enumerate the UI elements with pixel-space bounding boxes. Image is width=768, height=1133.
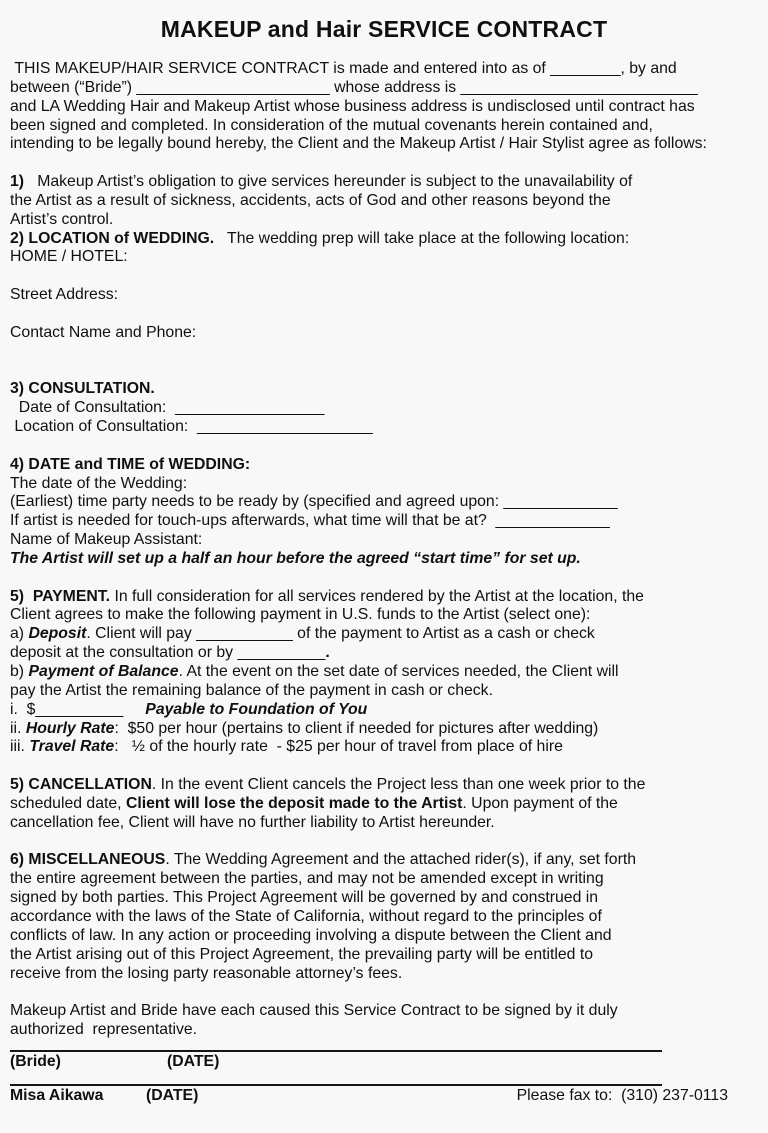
clause-6-miscellaneous-line [10, 927, 758, 946]
clause-5-cancellation-line [10, 795, 758, 814]
clause-5-payment-line [10, 606, 758, 625]
emphasis-text: The Artist will set up a half an hour before the agreed “start time” for set up. [10, 549, 581, 567]
blank-line [10, 757, 758, 776]
text-segment: receive from the losing party reasonable attorney’s fees. [10, 964, 403, 982]
blank-field-underscores: __________ [237, 644, 326, 662]
intro-line [10, 117, 758, 136]
clause-5-payment-line [10, 625, 758, 644]
text-segment: of the payment to Artist as a cash or check [292, 625, 595, 643]
text-segment: been signed and completed. In consideration of the mutual covenants herein contained and, [10, 116, 653, 134]
text-segment: Makeup Artist’s obligation to give services hereunder is subject to the unavailability of [24, 173, 633, 191]
clause-6-miscellaneous-line [10, 908, 758, 927]
emphasis-text: Hourly Rate [25, 719, 115, 737]
blank-line [10, 983, 758, 1002]
blank-field-underscores: _________________ [166, 399, 325, 417]
clause-5-cancellation-line [10, 814, 758, 833]
text-segment: : $50 per hour (pertains to client if needed for pictures after wedding) [114, 719, 599, 737]
clause-1-availability-line [10, 211, 758, 230]
text-segment: The date of the Wedding: [10, 474, 188, 492]
clause-6-miscellaneous-line [10, 889, 758, 908]
blank-field-underscores: ____________________ [188, 418, 373, 436]
emphasis-text: . [325, 644, 330, 662]
blank-field-underscores: ___________ [196, 625, 293, 643]
contract-body [10, 60, 758, 1040]
clause-4-date-time-line [10, 512, 758, 531]
text-segment: b) [10, 663, 29, 680]
emphasis-text: 4) DATE and TIME of WEDDING: [10, 455, 251, 473]
text-segment: ii. [10, 719, 26, 737]
clause-4-date-time-line [10, 493, 758, 512]
document-title: MAKEUP and Hair SERVICE CONTRACT [160, 16, 608, 42]
artist-date-label: (DATE) [146, 1086, 199, 1104]
text-segment: In full consideration for all services rendered by the Artist at the location, the [110, 587, 644, 605]
bride-label: (Bride) [10, 1052, 61, 1070]
blank-line [10, 267, 758, 286]
blank-field-underscores: _____________ [495, 512, 610, 530]
text-segment: pay the Artist the remaining balance of the payment in cash or check. [10, 681, 493, 699]
text-segment: and LA Wedding Hair and Makeup Artist whose business address is undisclosed until contract has [10, 97, 695, 115]
clause-3-consultation-line [10, 380, 758, 399]
text-segment: (Earliest) time party needs to be ready by (specified and agreed upon: [10, 493, 504, 511]
intro-line [10, 98, 758, 117]
blank-field-underscores: __________ [35, 700, 124, 718]
text-segment: Contact Name and Phone: [10, 323, 197, 341]
text-segment: i. $ [10, 700, 36, 718]
clause-6-miscellaneous-line [10, 965, 758, 984]
closing-line [10, 1021, 758, 1040]
text-segment: Client agrees to make the following payment in U.S. funds to the Artist (select one): [10, 606, 591, 624]
text-segment: Date of Consultation: [10, 399, 167, 417]
blank-line [10, 437, 758, 456]
clause-3-consultation-line [10, 399, 758, 418]
text-segment: the Artist as a result of sickness, accidents, acts of God and other reasons beyond the [10, 191, 611, 209]
clause-6-miscellaneous-line [10, 870, 758, 889]
clause-5-payment-line [10, 720, 758, 739]
clause-2-location-line [10, 248, 758, 267]
clause-1-availability-line [10, 192, 758, 211]
text-segment: . Upon payment of the [462, 794, 618, 812]
clause-5-payment-line [10, 644, 758, 663]
text-segment: a) [10, 625, 29, 643]
emphasis-text: Deposit [28, 625, 87, 643]
intro-line [10, 135, 758, 154]
clause-5-payment-line [10, 588, 758, 607]
clause-5-payment-line [10, 738, 758, 757]
clause-5-payment-line [10, 682, 758, 701]
text-segment: THIS MAKEUP/HAIR SERVICE CONTRACT is made and entered into as of ________, by and [10, 60, 677, 77]
emphasis-text: 1) [10, 173, 25, 191]
text-segment: intending to be legally bound hereby, the Client and the Makeup Artist / Hair Stylist agree as follows: [10, 135, 707, 153]
emphasis-text: Client will lose the deposit made to the Artist [125, 794, 463, 812]
emphasis-text: Payment of Balance [28, 663, 179, 680]
clause-5-payment-line [10, 701, 758, 720]
text-segment: . The Wedding Agreement and the attached rider(s), if any, set forth [165, 851, 637, 869]
text-segment: signed by both parties. This Project Agreement will be governed by and construed in [10, 889, 599, 907]
blank-line [10, 154, 758, 173]
blank-field-underscores [123, 701, 145, 718]
clause-6-miscellaneous-line [10, 946, 758, 965]
emphasis-text: 5) PAYMENT. [10, 587, 111, 605]
text-segment: If artist is needed for touch-ups afterwards, what time will that be at? [10, 512, 496, 530]
blank-line [10, 569, 758, 588]
text-segment: iii. [10, 738, 30, 756]
text-segment: cancellation fee, Client will have no further liability to Artist hereunder. [10, 813, 495, 831]
text-segment: . Client will pay [86, 625, 197, 643]
clause-6-miscellaneous-line [10, 851, 758, 870]
clause-2-location-line [10, 324, 758, 343]
emphasis-text: Payable to Foundation of You [145, 700, 368, 718]
blank-field-underscores: _____________ [503, 493, 618, 511]
text-segment: accordance with the laws of the State of California, without regard to the principles of [10, 907, 602, 925]
intro-line [10, 79, 758, 98]
closing-line [10, 1002, 758, 1021]
artist-name: Misa Aikawa [10, 1086, 104, 1104]
clause-4-date-time-line [10, 531, 758, 550]
blank-line [10, 362, 758, 381]
emphasis-text: Travel Rate [29, 738, 115, 756]
text-segment: . At the event on the set date of services needed, the Client will [178, 663, 619, 680]
blank-line [10, 305, 758, 324]
clause-5-payment-line [10, 663, 758, 682]
blank-line [10, 343, 758, 362]
clause-4-date-time-line [10, 475, 758, 494]
text-segment: between (“Bride”) ______________________ whose address is ___________________________ [10, 78, 698, 96]
emphasis-text: 2) LOCATION of WEDDING. [10, 229, 215, 247]
emphasis-text: 6) MISCELLANEOUS [10, 851, 166, 869]
text-segment: The wedding prep will take place at the following location: [214, 229, 630, 247]
clause-1-availability-line [10, 173, 758, 192]
text-segment: conflicts of law. In any action or proceeding involving a dispute between the Client and [10, 926, 612, 944]
clause-4-date-time-line [10, 456, 758, 475]
intro-line [10, 60, 758, 79]
bride-date-label: (DATE) [167, 1052, 220, 1070]
text-segment: scheduled date, [10, 794, 126, 812]
text-segment: HOME / HOTEL: [10, 248, 128, 266]
text-segment: deposit at the consultation or by [10, 644, 238, 662]
clause-5-cancellation-line [10, 776, 758, 795]
text-segment: . In the event Client cancels the Project less than one week prior to the [151, 776, 646, 794]
emphasis-text: 3) CONSULTATION. [10, 380, 155, 398]
emphasis-text: 5) CANCELLATION [10, 776, 152, 794]
clause-3-consultation-line [10, 418, 758, 437]
text-segment: Makeup Artist and Bride have each caused this Service Contract to be signed by it duly [10, 1002, 618, 1020]
clause-2-location-line [10, 230, 758, 249]
text-segment: : ½ of the hourly rate - $25 per hour of travel from place of hire [114, 738, 563, 756]
artist-signature-row [10, 1086, 758, 1105]
text-segment: Artist’s control. [10, 210, 114, 228]
bride-signature-row [10, 1052, 758, 1071]
clause-4-date-time-line [10, 550, 758, 569]
clause-2-location-line [10, 286, 758, 305]
fax-note: Please fax to: (310) 237-0113 [516, 1086, 728, 1104]
text-segment: authorized representative. [10, 1021, 198, 1039]
text-segment: the Artist arising out of this Project Agreement, the prevailing party will be entitled to [10, 945, 594, 963]
text-segment: Location of Consultation: [10, 418, 189, 436]
text-segment: Name of Makeup Assistant: [10, 531, 203, 549]
text-segment: the entire agreement between the parties, and may not be amended except in writing [10, 870, 604, 888]
blank-line [10, 833, 758, 852]
text-segment: Street Address: [10, 286, 119, 304]
